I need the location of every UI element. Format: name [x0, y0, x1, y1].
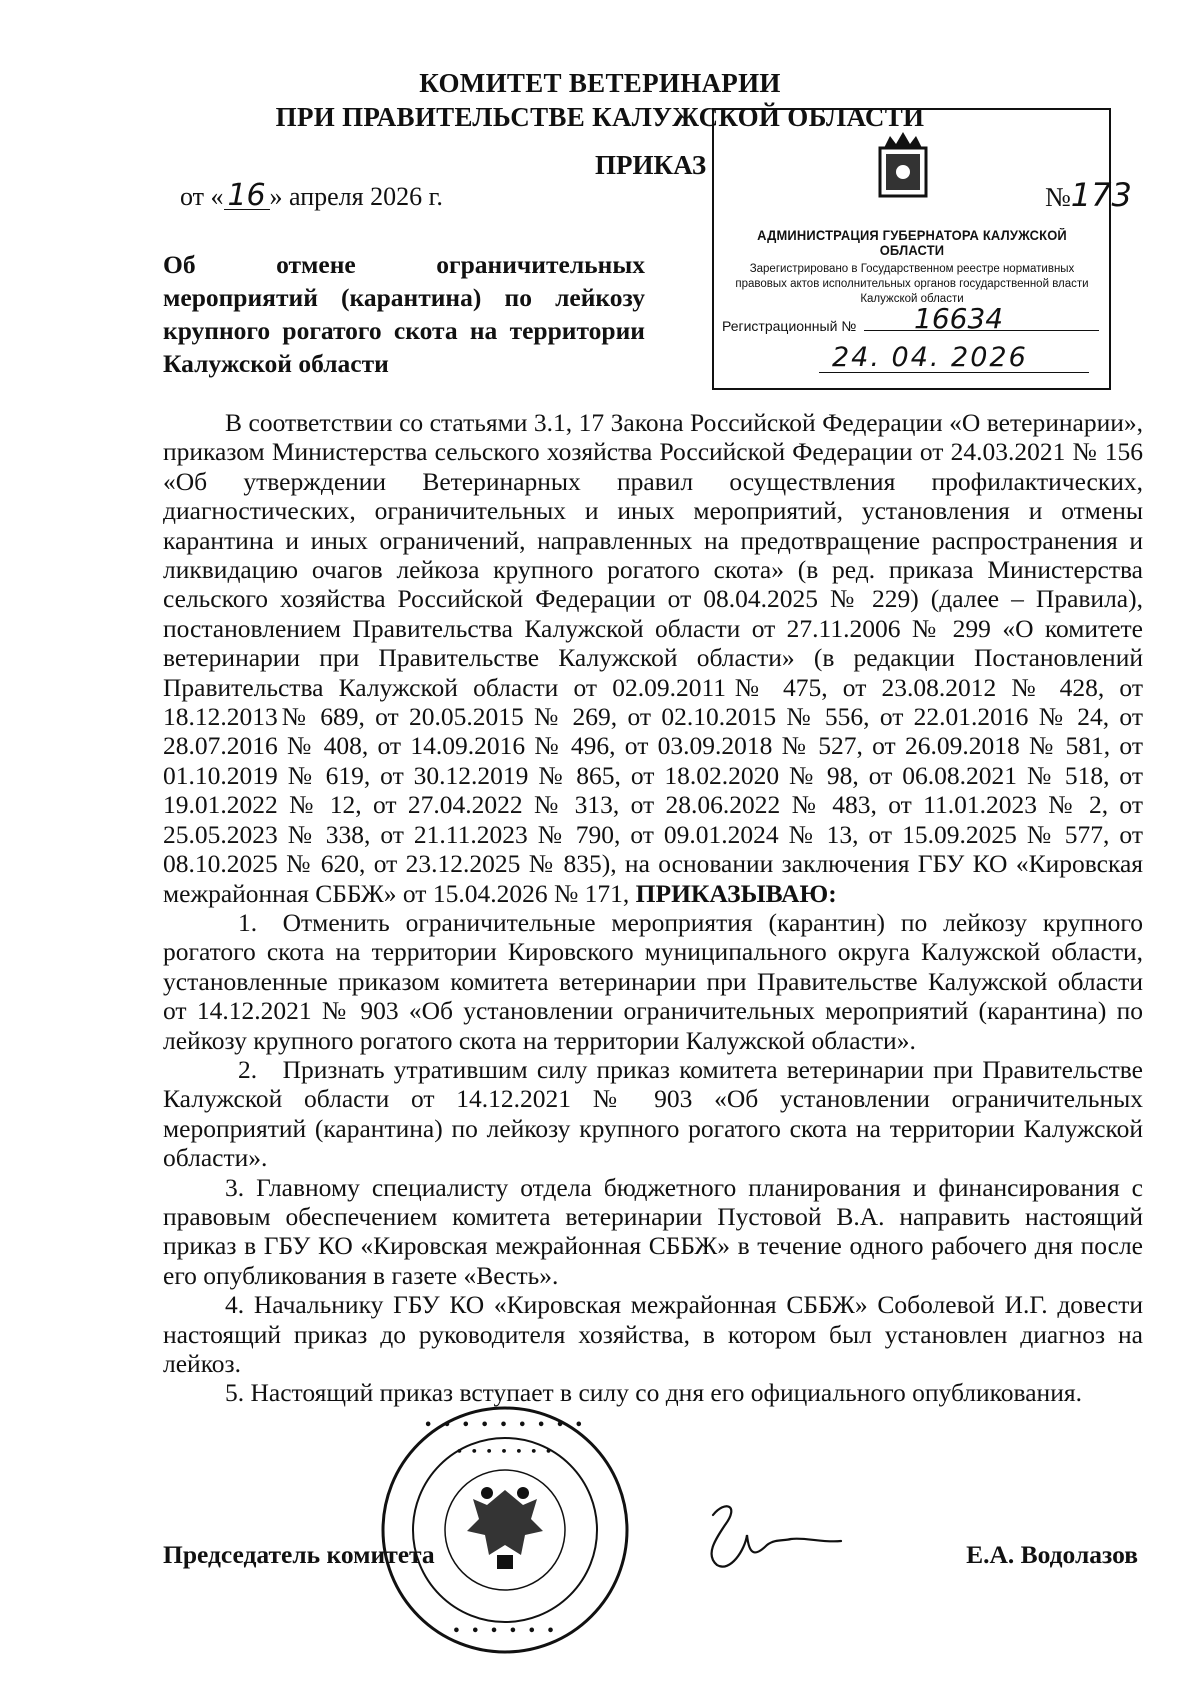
registration-stamp — [712, 108, 1111, 390]
order-item-1: 1. Отменить ограничительные мероприятия (карантин) по лейкозу крупного рогатого скота на территории Кировского муниципального округа Калужской области, установленные приказом комитета ветеринарии при Правительстве Калужской области от 14.12.2021 № 903 «Об установлении ограничительных мероприятий (карантина) по лейкозу крупного рогатого скота на территории Калужской области». — [163, 907, 1143, 1055]
handwritten-signature — [695, 1495, 845, 1585]
stamp-reg-date: 24. 04. 2026 — [832, 342, 1028, 373]
stamp-date-underline — [819, 372, 1089, 373]
order-body — [163, 408, 1143, 1408]
stamp-note — [722, 262, 1102, 307]
order-item-2: 2. Признать утратившим силу приказ комитета ветеринарии при Правительстве Калужской области от 14.12.2021 № 903 «Об установлении ограничительных мероприятий (карантина) по лейкозу крупного рогатого скота на территории Калужской области». — [163, 1054, 1143, 1173]
signatory-position: Председатель комитета — [163, 1540, 435, 1569]
number-value: 173 — [1070, 176, 1132, 214]
order-item-3: 3. Главному специалисту отдела бюджетного планирования и финансирования с правовым обеспечением комитета ветеринарии Пустовой В.А. направить настоящий приказ в ГБУ КО «Кировская межрайонная СББЖ» в течение одного рабочего дня после его опубликования в газете «Весть». — [163, 1172, 1143, 1290]
date-day: 16 — [224, 183, 270, 210]
order-item-5: 5. Настоящий приказ вступает в силу со дня его официального опубликования. — [225, 1378, 1082, 1408]
double-headed-eagle-icon — [467, 1487, 543, 1569]
order-item-4: 4. Начальнику ГБУ КО «Кировская межрайонная СББЖ» Соболевой И.Г. довести настоящий приказ до руководителя хозяйства, в котором был установлен диагноз на лейкоз. — [163, 1290, 1143, 1378]
stamp-reg-number: 16634 — [914, 302, 1004, 335]
stamp-note-line-2: правовых актов исполнительных органов государственной власти — [735, 278, 1089, 290]
subject-line-1: Об отмене ограничительных — [163, 250, 645, 279]
preamble-paragraph — [163, 408, 1143, 908]
date-suffix: » апреля 2026 г. — [269, 182, 443, 211]
org-title-line2: ПРИ ПРАВИТЕЛЬСТВЕ КАЛУЖСКОЙ ОБЛАСТИ — [275, 102, 925, 132]
stamp-reg-label: Регистрационный № — [722, 318, 857, 334]
svg-text:• • • • • • • • •: • • • • • • • • • — [424, 1418, 586, 1433]
svg-text:• • • • • •: • • • • • • — [452, 1624, 558, 1639]
subject-line-3: крупного рогатого скота на территории — [163, 316, 645, 345]
number-prefix: № — [1045, 182, 1071, 212]
stamp-reg-underline — [864, 330, 1099, 331]
svg-text:• • • • • • •: • • • • • • • — [455, 1445, 555, 1458]
preamble-text: В соответствии со статьями 3.1, 17 Закона Российской Федерации «О ветеринарии», приказом Министерства сельского хозяйства Российской Федерации от 24.03.2021 № 156 «Об утверждении Ветеринарных правил осуществления профилактических, диагностических, ограничительных и иных мероприятий, установления и отмены карантина и иных ограничений, направленных на предотвращение распространения и ликвидацию очагов лейкоза крупного рогатого скота» (в ред. приказа Министерства сельского хозяйства Российской Федерации от 08.04.2025 № 229) (далее – Правила), постановлением Правительства Калужской области от 27.11.2006 № 299 «О комитете ветеринарии при Правительстве Калужской области» (в редакции Постановлений Правительства Калужской области от 02.09.2011№ 475, от 23.08.2012 № 428, от 18.12.2013№ 689, от 20.05.2015 № 269, от 02.10.2015 № 556, от 22.01.2016 № 24, от 28.07.2016 № 408, от 14.09.2016 № 496, от 03.09.2018 № 527, от 26.09.2018 № 581, от 01.10.2019 № 619, от 30.12.2019 № 865, от 18.02.2020 № 98, от 06.08.2021 № 518, от 19.01.2022 № 12, от 27.04.2022 № 313, от 28.06.2022 № 483, от 11.01.2023 № 2, от 25.05.2023 № 338, от 21.11.2023 № 790, от 09.01.2024 № 13, от 15.09.2025 № 577, от 08.10.2025 № 620, от 23.12.2025 № 835), на основании заключения ГБУ КО «Кировская межрайонная СББЖ» от 15.04.2026 № 171, — [163, 408, 1143, 908]
order-date — [180, 178, 443, 213]
official-seal — [375, 1395, 635, 1665]
date-prefix: от « — [180, 182, 224, 211]
org-title-line1: КОМИТЕТ ВЕТЕРИНАРИИ — [419, 68, 781, 98]
order-word: ПРИКАЗЫВАЮ: — [635, 878, 837, 908]
signatory-name: Е.А. Водолазов — [966, 1540, 1138, 1569]
order-subject — [163, 248, 645, 380]
document-type: ПРИКАЗ — [595, 150, 707, 180]
stamp-note-line-3: Калужской области — [860, 293, 964, 305]
stamp-organization: АДМИНИСТРАЦИЯ ГУБЕРНАТОРА КАЛУЖСКОЙ ОБЛАСТИ — [757, 228, 1067, 258]
stamp-note-line-1: Зарегистрировано в Государственном реестре нормативных — [749, 263, 1075, 275]
subject-line-2: мероприятий (карантина) по лейкозу — [163, 283, 645, 312]
subject-line-4: Калужской области — [163, 349, 389, 378]
kaluga-emblem-icon — [874, 130, 932, 200]
